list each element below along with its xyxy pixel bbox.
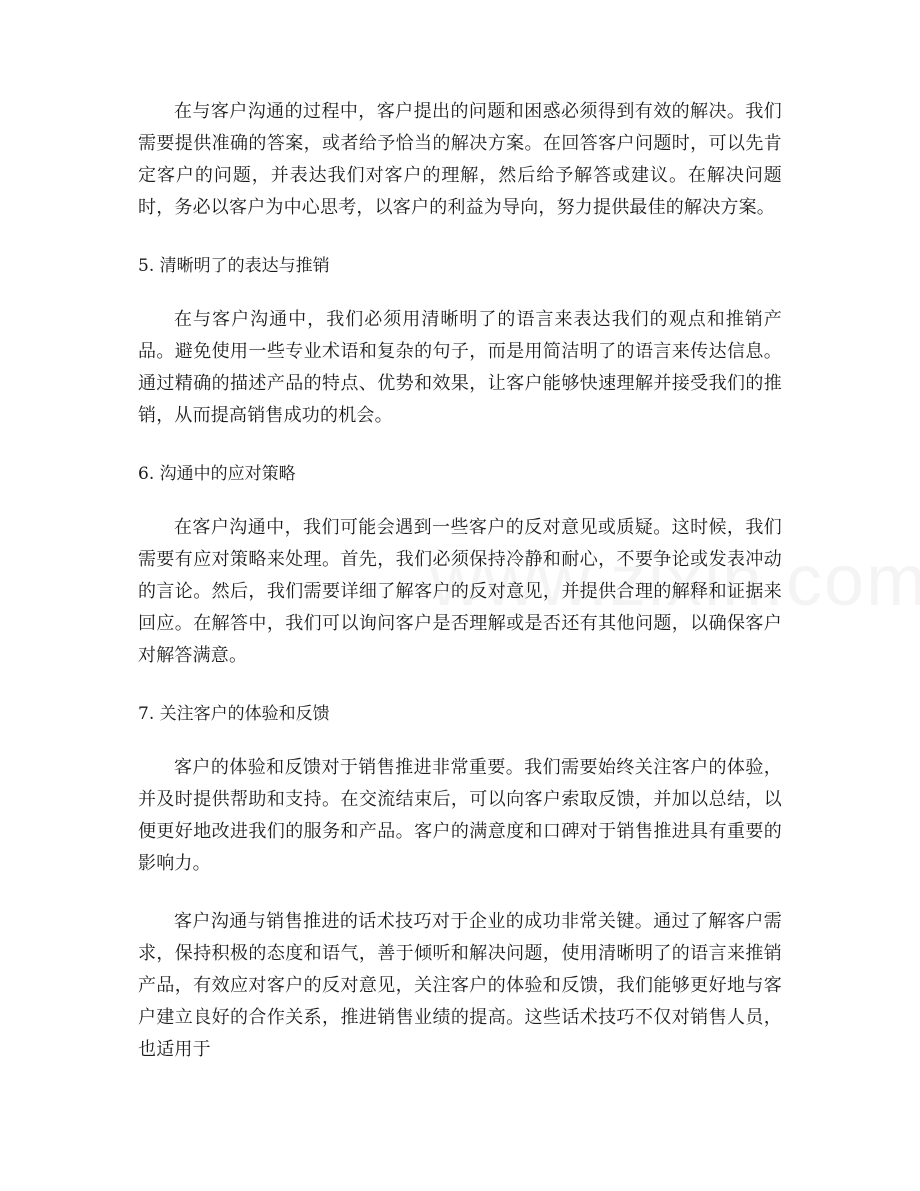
heading-7: 7. 关注客户的体验和反馈 [138,704,330,724]
paragraph-conclusion: 客户沟通与销售推进的话术技巧对于企业的成功非常关键。通过了解客户需求，保持积极的态度和语气，善于倾听和解决问题，使用清晰明了的语言来推销产品，有效应对客户的反对意见，关注客户的体验和反馈，我们能够更好地与客户建立良好的合作关系，推进销售业绩的提高。这些话术技巧不仅对销售人员，也适用于 [138,911,782,1060]
heading-5: 5. 清晰明了的表达与推销 [138,256,330,276]
document-page [138,96,782,1066]
paragraph-response-strategy: 在客户沟通中，我们可能会遇到一些客户的反对意见或质疑。这时候，我们需要有应对策略来处理。首先，我们必须保持冷静和耐心，不要争论或发表冲动的言论。然后，我们需要详细了解客户的反对意见，并提供合理的解释和证据来回应。在解答中，我们可以询问客户是否理解或是否还有其他问题，以确保客户对解答满意。 [138,517,782,666]
paragraph-clear-expression: 在与客户沟通中，我们必须用清晰明了的语言来表达我们的观点和推销产品。避免使用一些专业术语和复杂的句子，而是用简洁明了的语言来传达信息。通过精确的描述产品的特点、优势和效果，让客户能够快速理解并接受我们的推销，从而提高销售成功的机会。 [138,309,782,426]
paragraph-problem-solving: 在与客户沟通的过程中，客户提出的问题和困惑必须得到有效的解决。我们需要提供准确的答案，或者给予恰当的解决方案。在回答客户问题时，可以先肯定客户的问题，并表达我们对客户的理解，然后给予解答或建议。在解决问题时，务必以客户为中心思考，以客户的利益为导向，努力提供最佳的解决方案。 [138,101,782,218]
heading-6: 6. 沟通中的应对策略 [138,464,296,484]
paragraph-experience-feedback: 客户的体验和反馈对于销售推进非常重要。我们需要始终关注客户的体验，并及时提供帮助和支持。在交流结束后，可以向客户索取反馈，并加以总结，以便更好地改进我们的服务和产品。客户的满意度和口碑对于销售推进具有重要的影响力。 [138,757,782,874]
